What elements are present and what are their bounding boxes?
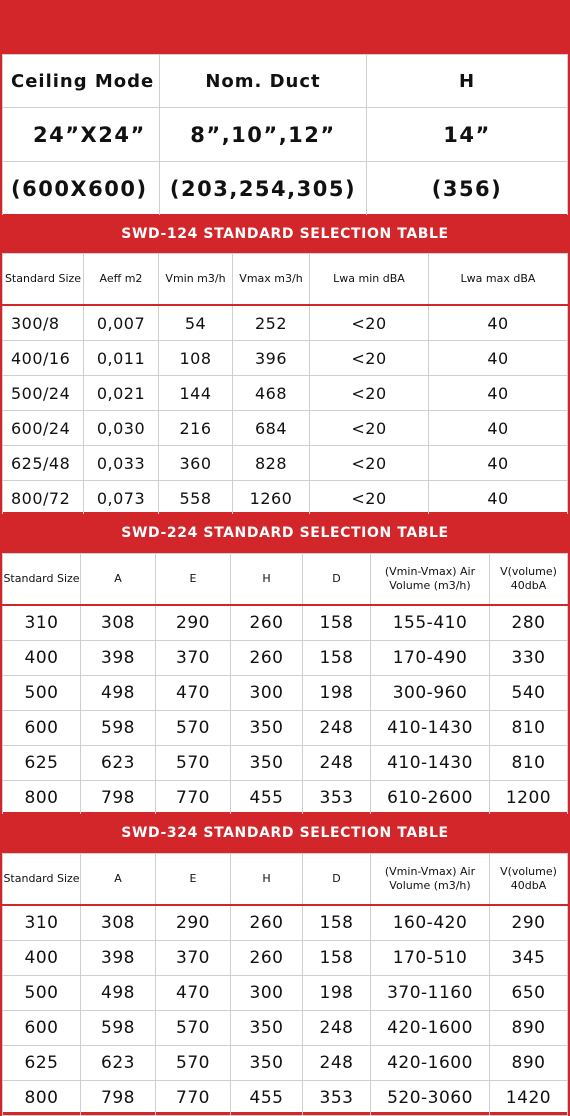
h-inch: 14” — [367, 108, 568, 162]
swd324-cell: 370-1160 — [371, 976, 490, 1011]
swd324-cell: 400 — [3, 941, 81, 976]
swd224-cell: 350 — [231, 746, 303, 781]
swd224-cell: 350 — [231, 711, 303, 746]
swd224-cell: 625 — [3, 746, 81, 781]
swd124-cell: 600/24 — [3, 411, 84, 446]
swd324-cell: 420-1600 — [371, 1011, 490, 1046]
table-row — [3, 641, 568, 676]
swd124-cell: 625/48 — [3, 446, 84, 481]
table-row — [3, 1081, 568, 1116]
swd324-cell: 623 — [81, 1046, 156, 1081]
table-row — [3, 446, 568, 481]
swd124-cell: 396 — [233, 341, 310, 376]
swd324-cell: 598 — [81, 1011, 156, 1046]
swd224-cell: 260 — [231, 605, 303, 641]
swd324-col-header: D — [303, 854, 371, 906]
swd324-col-header: A — [81, 854, 156, 906]
swd224-cell: 290 — [156, 605, 231, 641]
swd224-title: SWD-224 STANDARD SELECTION TABLE — [0, 514, 570, 552]
table-row — [3, 976, 568, 1011]
swd324-col-header: V(volume) 40dbA — [490, 854, 568, 906]
swd224-cell: 770 — [156, 781, 231, 816]
swd224-cell: 623 — [81, 746, 156, 781]
swd224-cell: 570 — [156, 711, 231, 746]
swd124-cell: <20 — [310, 305, 429, 341]
swd124-cell: 500/24 — [3, 376, 84, 411]
swd124-col-header: Standard Size — [3, 254, 84, 306]
swd324-cell: 310 — [3, 905, 81, 941]
swd324-cell: 160-420 — [371, 905, 490, 941]
swd124-cell: 300/8 — [3, 305, 84, 341]
swd124-cell: 144 — [159, 376, 233, 411]
swd224-cell: 570 — [156, 746, 231, 781]
swd224-cell: 470 — [156, 676, 231, 711]
swd224-cell: 248 — [303, 746, 371, 781]
ceiling-mode-inch: 24”X24” — [3, 108, 160, 162]
h-header: H — [367, 55, 568, 108]
table-row — [3, 711, 568, 746]
swd124-col-header: Aeff m2 — [84, 254, 159, 306]
table-row — [3, 605, 568, 641]
top-red-bar — [0, 0, 570, 53]
swd124-cell: 0,021 — [84, 376, 159, 411]
swd324-col-header: E — [156, 854, 231, 906]
swd224-cell: 410-1430 — [371, 746, 490, 781]
swd324-table — [2, 853, 568, 1112]
swd224-cell: 300 — [231, 676, 303, 711]
swd124-cell: 40 — [429, 341, 568, 376]
swd224-cell: 330 — [490, 641, 568, 676]
swd224-cell: 248 — [303, 711, 371, 746]
table-row — [3, 905, 568, 941]
nom-duct-mm: (203,254,305) — [160, 162, 367, 216]
swd124-cell: <20 — [310, 376, 429, 411]
swd124-cell: <20 — [310, 341, 429, 376]
swd224-col-header: (Vmin-Vmax) Air Volume (m3/h) — [371, 554, 490, 606]
swd224-cell: 310 — [3, 605, 81, 641]
swd324-cell: 570 — [156, 1011, 231, 1046]
swd224-col-header: H — [231, 554, 303, 606]
swd324-col-header: (Vmin-Vmax) Air Volume (m3/h) — [371, 854, 490, 906]
swd324-cell: 798 — [81, 1081, 156, 1116]
swd124-cell: 216 — [159, 411, 233, 446]
swd124-cell: 0,007 — [84, 305, 159, 341]
swd324-cell: 498 — [81, 976, 156, 1011]
swd224-cell: 198 — [303, 676, 371, 711]
swd124-cell: 40 — [429, 305, 568, 341]
swd324-cell: 650 — [490, 976, 568, 1011]
swd224-cell: 170-490 — [371, 641, 490, 676]
swd224-cell: 308 — [81, 605, 156, 641]
swd124-cell: 400/16 — [3, 341, 84, 376]
swd324-cell: 800 — [3, 1081, 81, 1116]
swd224-cell: 400 — [3, 641, 81, 676]
table-row — [3, 781, 568, 816]
table-row — [3, 341, 568, 376]
swd224-cell: 598 — [81, 711, 156, 746]
swd224-cell: 1200 — [490, 781, 568, 816]
swd324-cell: 198 — [303, 976, 371, 1011]
table-row — [3, 376, 568, 411]
h-mm: (356) — [367, 162, 568, 216]
swd124-cell: 684 — [233, 411, 310, 446]
swd224-col-header: D — [303, 554, 371, 606]
swd124-cell: 1260 — [233, 481, 310, 516]
ceiling-mode-header: Ceiling Mode — [3, 55, 160, 108]
swd324-col-header: Standard Size — [3, 854, 81, 906]
swd124-cell: 40 — [429, 481, 568, 516]
swd124-cell: 108 — [159, 341, 233, 376]
table-row — [3, 1046, 568, 1081]
swd124-col-header: Vmax m3/h — [233, 254, 310, 306]
swd124-cell: 40 — [429, 446, 568, 481]
nom-duct-header: Nom. Duct — [160, 55, 367, 108]
swd324-cell: 570 — [156, 1046, 231, 1081]
swd224-cell: 498 — [81, 676, 156, 711]
swd224-cell: 610-2600 — [371, 781, 490, 816]
swd224-cell: 600 — [3, 711, 81, 746]
swd124-cell: 0,033 — [84, 446, 159, 481]
swd124-cell: 468 — [233, 376, 310, 411]
swd324-cell: 260 — [231, 941, 303, 976]
swd124-cell: 40 — [429, 411, 568, 446]
swd324-cell: 600 — [3, 1011, 81, 1046]
swd324-cell: 420-1600 — [371, 1046, 490, 1081]
swd324-cell: 158 — [303, 941, 371, 976]
swd324-cell: 890 — [490, 1011, 568, 1046]
swd124-col-header: Lwa min dBA — [310, 254, 429, 306]
swd324-cell: 500 — [3, 976, 81, 1011]
swd224-cell: 810 — [490, 746, 568, 781]
swd124-cell: <20 — [310, 411, 429, 446]
swd324-cell: 350 — [231, 1046, 303, 1081]
table-row — [3, 1011, 568, 1046]
table-row — [3, 305, 568, 341]
swd324-cell: 170-510 — [371, 941, 490, 976]
swd324-cell: 1420 — [490, 1081, 568, 1116]
swd324-cell: 345 — [490, 941, 568, 976]
swd324-cell: 260 — [231, 905, 303, 941]
swd124-cell: 558 — [159, 481, 233, 516]
ceiling-mode-mm: (600X600) — [3, 162, 160, 216]
swd324-cell: 625 — [3, 1046, 81, 1081]
swd324-cell: 353 — [303, 1081, 371, 1116]
swd324-cell: 455 — [231, 1081, 303, 1116]
swd224-col-header: E — [156, 554, 231, 606]
swd224-table — [2, 553, 568, 812]
swd224-cell: 500 — [3, 676, 81, 711]
swd124-cell: <20 — [310, 446, 429, 481]
swd224-col-header: V(volume) 40dbA — [490, 554, 568, 606]
swd324-cell: 520-3060 — [371, 1081, 490, 1116]
swd324-cell: 890 — [490, 1046, 568, 1081]
swd124-cell: 800/72 — [3, 481, 84, 516]
table-row — [3, 941, 568, 976]
swd224-cell: 410-1430 — [371, 711, 490, 746]
swd224-cell: 155-410 — [371, 605, 490, 641]
swd124-col-header: Lwa max dBA — [429, 254, 568, 306]
swd324-cell: 770 — [156, 1081, 231, 1116]
swd324-cell: 398 — [81, 941, 156, 976]
swd224-cell: 455 — [231, 781, 303, 816]
swd324-cell: 248 — [303, 1046, 371, 1081]
swd224-cell: 158 — [303, 605, 371, 641]
swd224-cell: 158 — [303, 641, 371, 676]
table-row — [3, 676, 568, 711]
swd124-title: SWD-124 STANDARD SELECTION TABLE — [0, 215, 570, 253]
swd124-cell: 360 — [159, 446, 233, 481]
swd324-cell: 158 — [303, 905, 371, 941]
swd324-cell: 290 — [490, 905, 568, 941]
swd324-cell: 290 — [156, 905, 231, 941]
swd224-cell: 540 — [490, 676, 568, 711]
swd224-cell: 810 — [490, 711, 568, 746]
swd124-cell: 828 — [233, 446, 310, 481]
swd224-cell: 300-960 — [371, 676, 490, 711]
swd124-cell: 0,073 — [84, 481, 159, 516]
swd124-cell: 0,011 — [84, 341, 159, 376]
ceiling-mode-table — [2, 54, 568, 214]
swd124-cell: 0,030 — [84, 411, 159, 446]
table-row — [3, 411, 568, 446]
swd224-cell: 800 — [3, 781, 81, 816]
swd324-cell: 308 — [81, 905, 156, 941]
swd124-cell: 54 — [159, 305, 233, 341]
swd124-col-header: Vmin m3/h — [159, 254, 233, 306]
swd224-col-header: A — [81, 554, 156, 606]
swd224-cell: 260 — [231, 641, 303, 676]
swd324-cell: 248 — [303, 1011, 371, 1046]
table-row — [3, 746, 568, 781]
swd324-title: SWD-324 STANDARD SELECTION TABLE — [0, 814, 570, 852]
swd324-col-header: H — [231, 854, 303, 906]
swd224-cell: 280 — [490, 605, 568, 641]
swd224-cell: 370 — [156, 641, 231, 676]
swd224-cell: 798 — [81, 781, 156, 816]
swd124-cell: 252 — [233, 305, 310, 341]
swd224-cell: 353 — [303, 781, 371, 816]
swd124-cell: 40 — [429, 376, 568, 411]
nom-duct-inch: 8”,10”,12” — [160, 108, 367, 162]
swd324-cell: 370 — [156, 941, 231, 976]
swd324-cell: 300 — [231, 976, 303, 1011]
swd124-table — [2, 253, 568, 512]
swd324-cell: 350 — [231, 1011, 303, 1046]
table-row — [3, 481, 568, 516]
swd324-cell: 470 — [156, 976, 231, 1011]
swd224-cell: 398 — [81, 641, 156, 676]
swd124-cell: <20 — [310, 481, 429, 516]
swd224-col-header: Standard Size — [3, 554, 81, 606]
